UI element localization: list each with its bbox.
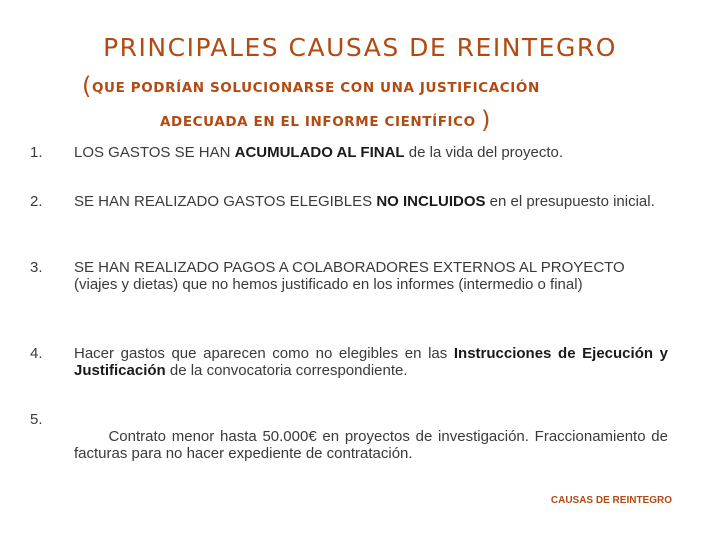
list-item-number: 4. — [30, 345, 43, 362]
text-run: Contrato menor hasta 50.000€ en proyectos de investigación. Fraccionamiento de facturas para no hacer expediente de contratación. — [74, 428, 673, 462]
list-item-number: 5. — [30, 411, 43, 428]
subtitle-open-paren: ( — [82, 72, 92, 100]
list-item-text — [74, 259, 668, 293]
list-item-number: 2. — [30, 193, 43, 210]
text-run: LOS GASTOS SE HAN — [74, 144, 235, 161]
subtitle-line-1 — [82, 72, 540, 100]
subtitle-text-1: QUE PODRÍAN SOLUCIONARSE CON UNA JUSTIFICACIÓN — [91, 80, 540, 96]
text-run: en el presupuesto inicial. — [485, 193, 655, 210]
list-item-text — [74, 411, 673, 479]
text-run: Hacer gastos que aparecen como no elegibles en las — [74, 345, 454, 362]
list-item-number: 1. — [30, 144, 43, 161]
subtitle-close-paren: ) — [481, 106, 492, 134]
text-run-bold: ACUMULADO AL FINAL — [234, 144, 405, 161]
subtitle-line-2 — [160, 106, 491, 134]
list-item-number: 3. — [30, 259, 43, 276]
list-item-text — [74, 345, 668, 379]
subtitle-text-2: ADECUADA EN EL INFORME CIENTÍFICO — [160, 114, 482, 130]
text-run: SE HAN REALIZADO PAGOS A COLABORADORES EXTERNOS AL PROYECTO (viajes y dietas) que no hemos justificado en los informes (intermedio o final) — [74, 259, 625, 293]
list-item-text — [74, 193, 668, 210]
text-run-bold: Instrucciones de Ejecución y Justificación — [74, 345, 668, 379]
text-run: SE HAN REALIZADO GASTOS ELEGIBLES — [74, 193, 377, 210]
footer-label: CAUSAS DE REINTEGRO — [550, 495, 672, 506]
text-run: de la convocatoria correspondiente. — [165, 362, 408, 379]
list-item-text — [74, 144, 668, 161]
text-run: de la vida del proyecto. — [404, 144, 564, 161]
text-run-bold: NO INCLUIDOS — [376, 193, 486, 210]
page-title: PRINCIPALES CAUSAS DE REINTEGRO — [103, 33, 617, 62]
